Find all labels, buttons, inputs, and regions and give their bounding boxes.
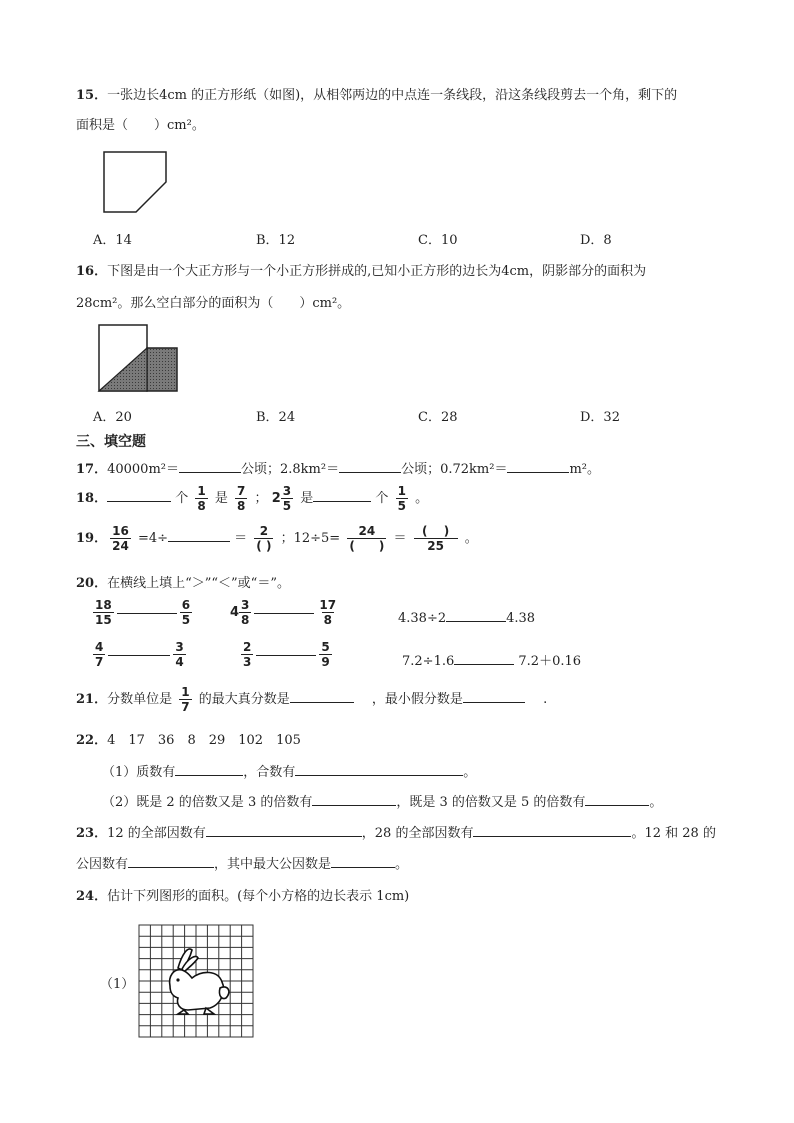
q18-text-1: 个 xyxy=(175,491,189,506)
q24-sub-label: （1） xyxy=(100,977,135,992)
q20-blank-4[interactable] xyxy=(108,654,170,656)
fraction-numerator: 16 xyxy=(112,524,129,538)
q15-number: 15． xyxy=(76,88,108,103)
q19-fraction-16-24 xyxy=(110,524,131,553)
q17-text-3: 公顷；0.72km²＝ xyxy=(401,462,508,477)
q16-text-1: 下图是由一个大正方形与一个小正方形拼成的,已知小正方形的边长为4cm，阴影部分的面积为 xyxy=(107,264,647,279)
q23-text-e: ，其中最大公因数是 xyxy=(214,857,332,872)
fraction-denominator: 24 xyxy=(112,539,129,553)
q20-blank-2[interactable] xyxy=(254,612,314,614)
q21-text-3: ，最小假分数是 xyxy=(371,692,463,707)
q18-text-6: 。 xyxy=(415,491,429,506)
q17-row xyxy=(76,458,600,477)
fraction-denominator: 8 xyxy=(197,499,206,513)
q20-expr-2b: 7.2＋0.16 xyxy=(518,654,582,669)
q18-blank-1[interactable] xyxy=(107,489,171,502)
q18-number: 18． xyxy=(76,491,108,506)
q19-number: 19． xyxy=(76,531,108,546)
fraction-denominator[interactable]: ( ) xyxy=(349,539,385,553)
q22-row xyxy=(76,729,301,748)
mixed-whole: 4 xyxy=(230,605,240,620)
q16-option-a[interactable]: A．20 xyxy=(93,410,132,425)
fraction-denominator: 5 xyxy=(181,613,191,627)
fraction-numerator: 1 xyxy=(197,484,206,498)
q23-blank-gcf[interactable] xyxy=(331,855,395,868)
q19-fraction-2-blank xyxy=(254,524,273,553)
q20-row2-item3 xyxy=(402,650,581,669)
fraction-denominator: 8 xyxy=(237,499,246,513)
q18-text-3: ； xyxy=(254,491,268,506)
q20-text: 在横线上填上“＞”“＜”或“＝”。 xyxy=(107,576,290,591)
q20-row1-item1 xyxy=(90,598,195,627)
q19-text-3: ；12÷5= xyxy=(280,531,341,546)
q23-text-f: 。 xyxy=(395,857,409,872)
q18-fraction-7-8 xyxy=(235,484,247,513)
q15-option-b[interactable]: B．12 xyxy=(256,233,296,248)
q20-heading xyxy=(76,572,290,591)
q22-sub2-text-a: （2）既是 2 的倍数又是 3 的倍数有 xyxy=(102,795,313,810)
q23-blank-factors-28[interactable] xyxy=(473,824,631,837)
q20-blank-1[interactable] xyxy=(117,612,177,614)
fraction-denominator[interactable]: ( ) xyxy=(256,539,272,553)
fraction-numerator: 1 xyxy=(397,484,406,498)
q20-expr-1b: 4.38 xyxy=(506,611,536,626)
fraction-numerator: 18 xyxy=(95,598,112,612)
q20-row2-item1 xyxy=(90,640,189,669)
fraction-denominator: 15 xyxy=(95,613,112,627)
q20-row1-item3 xyxy=(398,609,535,626)
q23-text-c: 。12 和 28 的 xyxy=(631,826,716,841)
q22-sub2-text-b: ，既是 3 的倍数又是 5 的倍数有 xyxy=(396,795,586,810)
q20-fraction-18-15 xyxy=(93,598,114,627)
q21-number: 21． xyxy=(76,692,108,707)
q22-blank-composites[interactable] xyxy=(295,763,463,776)
q21-text-2: 的最大真分数是 xyxy=(198,692,290,707)
q23-number: 23． xyxy=(76,826,108,841)
q19-text-1: =4÷ xyxy=(137,531,168,546)
q19-row xyxy=(76,524,478,553)
q17-blank-3[interactable] xyxy=(507,460,569,473)
q24-text: 估计下列图形的面积。(每个小方格的边长表示 1cm) xyxy=(107,889,410,904)
fraction-denominator: 7 xyxy=(95,655,104,669)
q20-mixed-number xyxy=(230,598,254,627)
q20-expr-2a: 7.2÷1.6 xyxy=(402,654,455,669)
q22-number-list: 4 17 36 8 29 102 105 xyxy=(107,733,301,748)
q16-number: 16． xyxy=(76,264,108,279)
q20-expr-1a: 4.38÷2 xyxy=(398,611,447,626)
q16-option-c[interactable]: C．28 xyxy=(418,410,458,425)
fraction-numerator[interactable]: ( ) xyxy=(422,524,450,538)
q22-blank-multiples-3-5[interactable] xyxy=(585,793,649,806)
q22-blank-multiples-2-3[interactable] xyxy=(312,793,396,806)
q20-number: 20． xyxy=(76,576,108,591)
fraction-numerator: 3 xyxy=(175,640,184,654)
q18-fraction-1-8 xyxy=(195,484,207,513)
fraction-numerator: 2 xyxy=(243,640,252,654)
q22-sub1 xyxy=(102,761,476,780)
q15-option-c[interactable]: C．10 xyxy=(418,233,458,248)
q21-fraction-1-7 xyxy=(179,685,191,714)
q24-number: 24． xyxy=(76,889,108,904)
q23-text-a: 12 的全部因数有 xyxy=(107,826,206,841)
q20-blank-6[interactable] xyxy=(454,652,514,665)
fraction-denominator: 7 xyxy=(181,700,190,714)
q19-text-5: 。 xyxy=(464,531,478,546)
q23-row1 xyxy=(76,822,716,841)
q17-text-4: m²。 xyxy=(569,462,601,477)
q23-text-b: ，28 的全部因数有 xyxy=(361,826,474,841)
fraction-numerator: 2 xyxy=(259,524,269,538)
mixed-fraction xyxy=(281,484,293,513)
rabbit-eye xyxy=(176,978,179,981)
q16-line1 xyxy=(76,260,646,279)
q22-sub2-text-c: 。 xyxy=(649,795,663,810)
q15-option-d[interactable]: D．8 xyxy=(580,233,612,248)
q21-text-1: 分数单位是 xyxy=(107,692,173,707)
q17-text-1: 40000m²＝ xyxy=(107,462,179,477)
q17-blank-2[interactable] xyxy=(339,460,401,473)
q17-text-2: 公顷；2.8km²＝ xyxy=(241,462,340,477)
q21-blank-1[interactable] xyxy=(290,690,354,703)
q18-text-5: 个 xyxy=(375,491,389,506)
q23-row2 xyxy=(76,853,408,872)
fraction-numerator: 7 xyxy=(237,484,246,498)
q20-blank-5[interactable] xyxy=(256,654,316,656)
q15-line2: 面积是（ ）cm²。 xyxy=(76,118,205,133)
q23-text-d: 公因数有 xyxy=(76,857,129,872)
q19-text-4: ＝ xyxy=(393,531,407,546)
q20-fraction-3-4 xyxy=(173,640,185,669)
fraction-denominator: 8 xyxy=(241,613,250,627)
q20-blank-3[interactable] xyxy=(446,609,506,622)
q15-option-a[interactable]: A．14 xyxy=(93,233,132,248)
fraction-numerator: 17 xyxy=(319,598,337,612)
fraction-numerator: 5 xyxy=(321,640,330,654)
fraction-denominator: 25 xyxy=(414,538,458,553)
section-heading: 三、填空题 xyxy=(76,434,146,450)
q21-row xyxy=(76,685,547,714)
q22-sub2 xyxy=(102,791,662,810)
q22-sub1-text-c: 。 xyxy=(463,765,477,780)
q18-mixed-number xyxy=(272,484,296,513)
q22-sub1-text-a: （1）质数有 xyxy=(102,765,176,780)
q20-row2-item2 xyxy=(238,640,335,669)
fraction-denominator: 4 xyxy=(175,655,184,669)
q15-text-1: 一张边长4cm 的正方形纸（如图)，从相邻两边的中点连一条线段，沿这条线段剪去一个角，剩下的 xyxy=(107,88,678,103)
q20-fraction-5-9 xyxy=(319,640,331,669)
fraction-denominator: 8 xyxy=(323,613,332,627)
q22-number: 22． xyxy=(76,733,108,748)
q17-number: 17． xyxy=(76,462,108,477)
q22-blank-primes[interactable] xyxy=(175,763,243,776)
q15-cut-square-figure xyxy=(100,148,170,216)
fraction-numerator: 3 xyxy=(282,484,292,498)
q18-row xyxy=(76,484,428,513)
fraction-numerator: 24 xyxy=(358,524,376,538)
q18-text-2: 是 xyxy=(214,491,228,506)
fraction-numerator: 6 xyxy=(181,598,191,612)
q17-blank-1[interactable] xyxy=(179,460,241,473)
q21-text-4: . xyxy=(543,692,548,707)
q20-row1-item2 xyxy=(230,598,341,627)
q22-sub1-text-b: ，合数有 xyxy=(243,765,296,780)
q21-blank-2[interactable] xyxy=(463,690,525,703)
q19-fraction-blank-25 xyxy=(414,524,458,553)
fraction-denominator: 3 xyxy=(243,655,252,669)
q19-text-2: ＝ xyxy=(234,531,248,546)
fraction-numerator: 1 xyxy=(181,685,190,699)
q24-row xyxy=(76,885,409,904)
q20-fraction-17-8 xyxy=(317,598,338,627)
fraction-denominator: 5 xyxy=(282,499,292,513)
q19-blank-1[interactable] xyxy=(168,529,230,542)
q20-fraction-4-7 xyxy=(93,640,105,669)
fraction-denominator: 5 xyxy=(397,499,406,513)
q23-blank-factors-12[interactable] xyxy=(206,824,362,837)
q20-fraction-6-5 xyxy=(180,598,192,627)
q18-blank-2[interactable] xyxy=(313,489,371,502)
q24-rabbit-grid-figure xyxy=(138,924,256,1040)
q18-fraction-1-5 xyxy=(396,484,408,513)
q20-fraction-2-3 xyxy=(241,640,253,669)
mixed-fraction xyxy=(239,598,251,627)
mixed-whole: 2 xyxy=(271,491,281,506)
q19-fraction-24-blank xyxy=(347,524,386,553)
q18-text-4: 是 xyxy=(300,491,314,506)
q16-squares-figure xyxy=(96,322,184,394)
fraction-numerator: 3 xyxy=(241,598,250,612)
fraction-numerator: 4 xyxy=(95,640,104,654)
q16-option-d[interactable]: D．32 xyxy=(580,410,620,425)
q16-line2: 28cm²。那么空白部分的面积为（ ）cm²。 xyxy=(76,296,351,311)
q15-line1 xyxy=(76,84,677,103)
q23-blank-common-factors[interactable] xyxy=(128,855,214,868)
fraction-denominator: 9 xyxy=(321,655,330,669)
q16-option-b[interactable]: B．24 xyxy=(256,410,296,425)
